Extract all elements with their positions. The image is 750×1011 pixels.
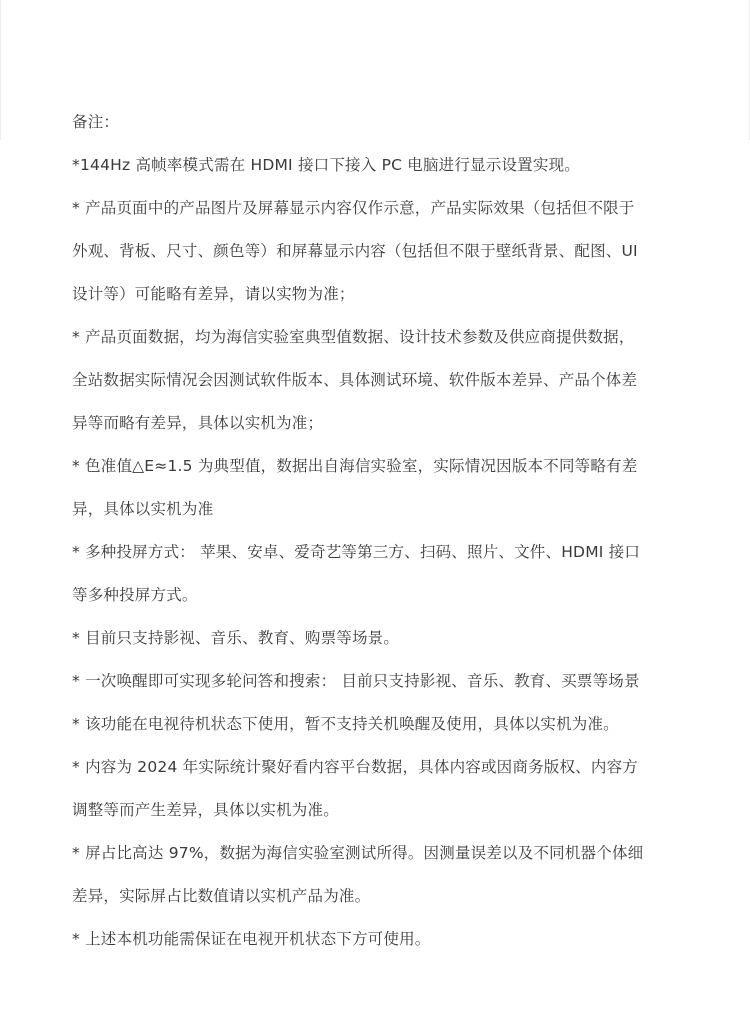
note-line: * 产品页面数据，均为海信实验室典型值数据、设计技术参数及供应商提供数据，: [72, 328, 635, 346]
note-line: 异等而略有差异，具体以实机为准；: [72, 414, 324, 432]
note-line: 全站数据实际情况会因测试软件版本、具体测试环境、软件版本差异、产品个体差: [72, 371, 638, 389]
notes-title: 备注：: [72, 113, 120, 131]
note-line: * 内容为 2024 年实际统计聚好看内容平台数据，具体内容或因商务版权、内容方: [72, 758, 638, 776]
note-line: 外观、背板、尺寸、颜色等）和屏幕显示内容（包括但不限于壁纸背景、配图、UI: [72, 242, 638, 260]
note-line: 差异，实际屏占比数值请以实机产品为准。: [72, 887, 371, 905]
disclaimer-notes: [72, 101, 692, 961]
note-line: * 目前只支持影视、音乐、教育、购票等场景。: [72, 629, 400, 647]
note-line: * 屏占比高达 97%，数据为海信实验室测试所得。因测量误差以及不同机器个体细: [72, 844, 644, 862]
note-line: * 上述本机功能需保证在电视开机状态下方可使用。: [72, 930, 431, 948]
note-line: * 色准值△E≈1.5 为典型值，数据出自海信实验室，实际情况因版本不同等略有差: [72, 457, 638, 475]
note-line: 调整等而产生差异，具体以实机为准。: [72, 801, 339, 819]
note-line: * 该功能在电视待机状态下使用，暂不支持关机唤醒及使用，具体以实机为准。: [72, 715, 619, 733]
note-line: * 一次唤醒即可实现多轮问答和搜索： 目前只支持影视、音乐、教育、买票等场景: [72, 672, 640, 690]
note-line: 异，具体以实机为准: [72, 500, 214, 518]
note-line: * 产品页面中的产品图片及屏幕显示内容仅作示意，产品实际效果（包括但不限于: [72, 199, 635, 217]
note-line: *144Hz 高帧率模式需在 HDMI 接口下接入 PC 电脑进行显示设置实现。: [72, 156, 580, 174]
note-line: 设计等）可能略有差异，请以实物为准；: [72, 285, 355, 303]
note-line: * 多种投屏方式： 苹果、安卓、爱奇艺等第三方、扫码、照片、文件、HDMI 接口: [72, 543, 641, 561]
left-divider: [0, 0, 1, 140]
note-line: 等多种投屏方式。: [72, 586, 198, 604]
